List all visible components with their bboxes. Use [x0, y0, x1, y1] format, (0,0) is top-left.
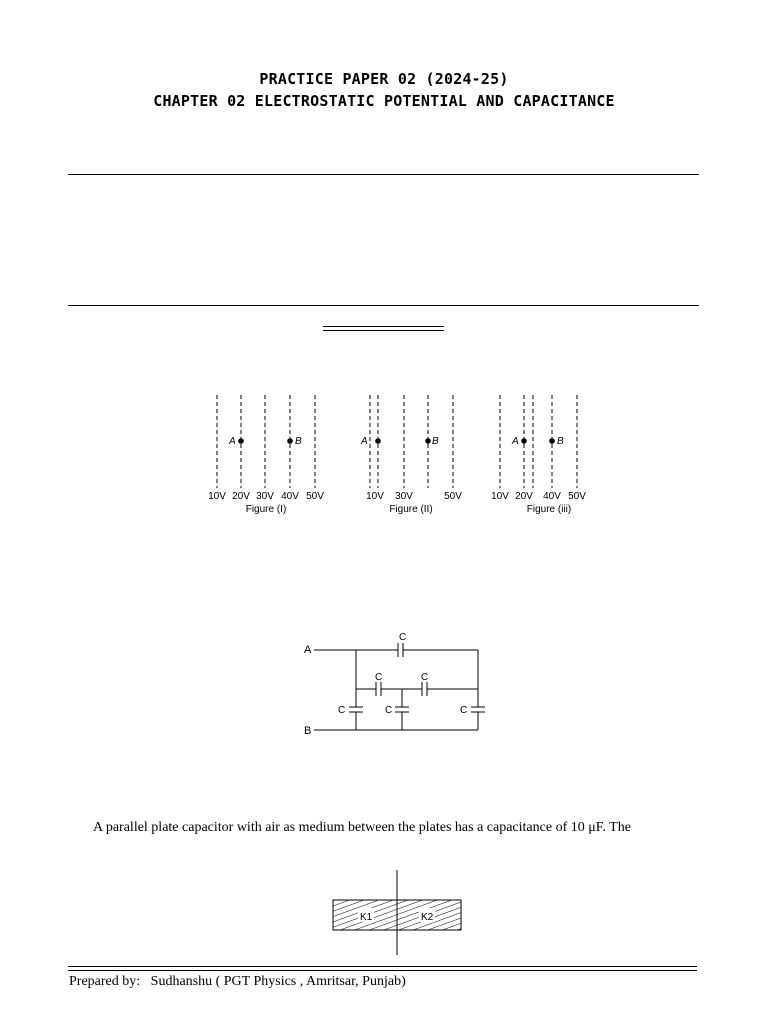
fig1-label: 10V	[208, 491, 226, 502]
dielectric-k2-label: K2	[421, 912, 434, 923]
point-b-dot	[425, 438, 431, 444]
capacitor-label: C	[375, 672, 383, 683]
capacitor-network-diagram	[314, 643, 485, 730]
fig2-label: 10V	[366, 491, 384, 502]
fig1-label: 30V	[256, 491, 274, 502]
question-text: A parallel plate capacitor with air as medium between the plates has a capacitance of 10 μF. The	[93, 820, 631, 835]
point-b-dot	[549, 438, 555, 444]
fig1-caption: Figure (I)	[245, 504, 287, 515]
point-a-dot	[521, 438, 527, 444]
fig3-label: 20V	[515, 491, 533, 502]
fig1-point-a: A	[229, 436, 236, 447]
footer-rule-top	[68, 966, 697, 967]
fig2-label: 30V	[395, 491, 413, 502]
fig1-label: 20V	[232, 491, 250, 502]
equipotential-figure-2	[370, 395, 453, 488]
capacitor-label: C	[338, 705, 346, 716]
fig1-label: 50V	[306, 491, 324, 502]
paper-title: PRACTICE PAPER 02 (2024-25)	[259, 70, 509, 88]
point-b-dot	[287, 438, 293, 444]
dielectric-k1-label: K1	[360, 912, 373, 923]
fig3-point-b: B	[557, 436, 564, 447]
terminal-a-label: A	[304, 644, 312, 656]
chapter-title: CHAPTER 02 ELECTROSTATIC POTENTIAL AND CAPACITANCE	[153, 92, 615, 110]
fig1-point-b: B	[295, 436, 302, 447]
footer	[69, 974, 406, 990]
fig2-point-b: B	[432, 436, 439, 447]
capacitor-label: C	[385, 705, 393, 716]
dielectric-slab-diagram	[333, 870, 461, 955]
fig2-label: 50V	[444, 491, 462, 502]
fig1-label: 40V	[281, 491, 299, 502]
capacitor-label: C	[399, 632, 407, 643]
footer-author: Sudhanshu ( PGT Physics , Amritsar, Punjab)	[150, 974, 406, 989]
point-a-dot	[375, 438, 381, 444]
fig2-point-a: A	[361, 436, 368, 447]
fig3-label: 50V	[568, 491, 586, 502]
fig3-point-a: A	[512, 436, 519, 447]
footer-rule-bottom	[68, 970, 697, 971]
fig3-caption: Figure (iii)	[526, 504, 572, 515]
terminal-b-label: B	[304, 725, 312, 737]
fig2-caption: Figure (II)	[389, 504, 433, 515]
fig3-label: 40V	[543, 491, 561, 502]
capacitor-label: C	[460, 705, 468, 716]
point-a-dot	[238, 438, 244, 444]
footer-prepared-label: Prepared by:	[69, 974, 141, 989]
capacitor-label: C	[421, 672, 429, 683]
fig3-label: 10V	[491, 491, 509, 502]
